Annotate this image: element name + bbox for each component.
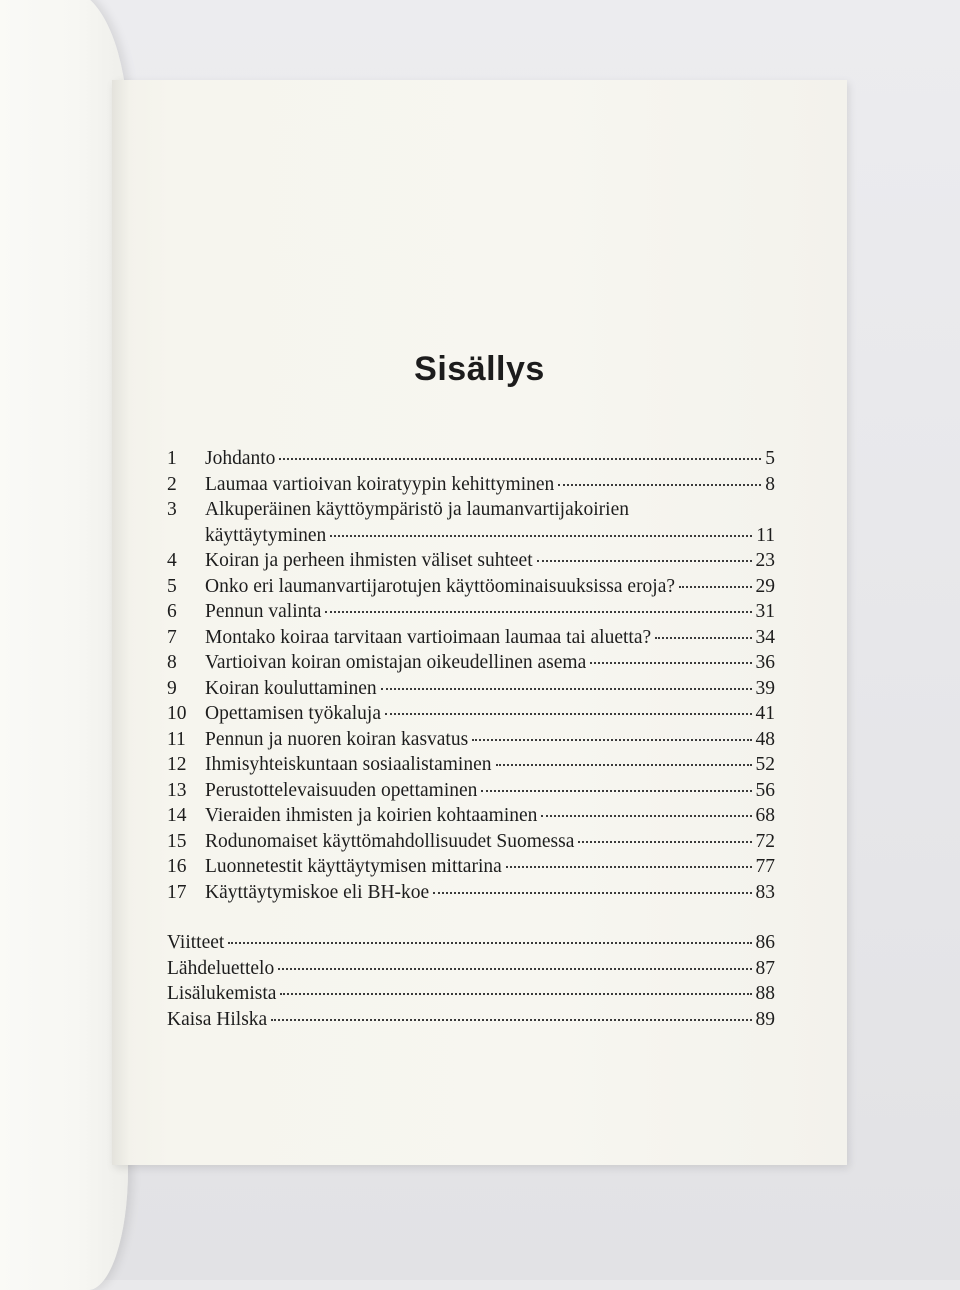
back-matter-title: Lähdeluettelo [167,957,275,979]
page-number: 5 [765,448,775,469]
section-gap [167,905,775,930]
chapter-number: 13 [167,779,187,801]
toc-row [167,625,775,651]
chapter-number: 4 [167,550,177,571]
chapter-number: 2 [167,473,177,495]
chapter-number: 11 [167,728,186,750]
toc-row [167,1007,775,1033]
page-number: 87 [755,957,775,979]
page-number: 23 [755,550,775,571]
toc-row [167,930,775,956]
toc-row [167,599,775,625]
chapter-title: Luonnetestit käyttäytymisen mittarina [205,856,502,877]
toc-row [167,956,775,982]
page-number: 34 [755,626,775,648]
back-matter-list [167,930,775,1032]
chapter-title: Käyttäytymiskoe eli BH-koe [205,881,430,903]
page-number: 77 [755,856,775,877]
page-number: 86 [755,932,775,953]
chapter-number: 17 [167,881,187,903]
chapter-list [167,446,775,905]
dot-leader [381,688,752,690]
toc-row [167,650,775,676]
dot-leader [271,1019,751,1021]
book-page [112,80,847,1165]
dot-leader [506,866,752,868]
chapter-number: 9 [167,677,177,699]
dot-leader [558,484,761,486]
page-number: 52 [755,754,775,775]
dot-leader [325,611,751,613]
chapter-number: 5 [167,575,177,597]
toc-row [167,574,775,600]
page-number: 88 [755,983,775,1004]
page-number: 36 [755,652,775,673]
chapter-number: 12 [167,754,187,775]
toc-row [167,676,775,702]
chapter-number: 8 [167,652,177,673]
chapter-title: Ihmisyhteiskuntaan sosiaalistaminen [205,754,492,775]
table-of-contents [167,446,775,1032]
chapter-number: 3 [167,499,177,520]
page-number: 48 [755,728,775,750]
back-matter-title: Viitteet [167,932,225,953]
page-number: 83 [755,881,775,903]
dot-leader [433,892,751,894]
chapter-title: Perustottelevaisuuden opettaminen [205,779,478,801]
dot-leader [541,815,751,817]
chapter-number: 7 [167,626,177,648]
dot-leader [280,993,751,995]
toc-row [167,854,775,880]
page-number: 8 [765,473,775,495]
toc-row [167,752,775,778]
page-number: 39 [755,677,775,699]
dot-leader [496,764,752,766]
chapter-number: 16 [167,856,187,877]
dot-leader [590,662,751,664]
page-number: 41 [755,703,775,724]
chapter-title: Koiran ja perheen ihmisten väliset suhteet [205,550,533,571]
chapter-title: Laumaa vartioivan koiratyypin kehittyminen [205,473,555,495]
book-cover-edge [0,0,128,1290]
back-matter-title: Lisälukemista [167,983,277,1004]
chapter-title: Alkuperäinen käyttöympäristö ja laumanvartijakoirien [205,499,629,520]
toc-row [167,803,775,829]
chapter-title: käyttäytyminen [205,524,327,546]
chapter-title: Montako koiraa tarvitaan vartioimaan laumaa tai aluetta? [205,626,652,648]
chapter-title: Pennun valinta [205,601,322,622]
dot-leader [578,841,751,843]
toc-row [167,701,775,727]
dot-leader [278,968,751,970]
page-number: 31 [755,601,775,622]
dot-leader [537,560,752,562]
page-number: 56 [755,779,775,801]
chapter-number: 10 [167,703,187,724]
page-number: 29 [755,575,775,597]
chapter-number: 6 [167,601,177,622]
page-number: 68 [755,805,775,826]
chapter-title: Vartioivan koiran omistajan oikeudellinen asema [205,652,587,673]
chapter-title: Rodunomaiset käyttömahdollisuudet Suomessa [205,830,575,852]
chapter-number: 15 [167,830,187,852]
page-number: 11 [756,524,775,546]
chapter-number: 1 [167,448,177,469]
chapter-title: Johdanto [205,448,276,469]
page-gutter-shadow [112,80,130,1165]
dot-leader [330,535,752,537]
toc-row [167,472,775,498]
page-number: 72 [755,830,775,852]
dot-leader [472,739,751,741]
dot-leader [279,458,761,460]
toc-row [167,880,775,906]
back-matter-title: Kaisa Hilska [167,1008,268,1030]
chapter-title: Onko eri laumanvartijarotujen käyttöominaisuuksissa eroja? [205,575,676,597]
chapter-title: Koiran kouluttaminen [205,677,377,699]
chapter-title: Opettamisen työkaluja [205,703,381,724]
dot-leader [679,586,751,588]
dot-leader [481,790,751,792]
toc-row [167,981,775,1007]
toc-row [167,727,775,753]
dot-leader [655,637,751,639]
chapter-number: 14 [167,805,187,826]
chapter-title: Pennun ja nuoren koiran kasvatus [205,728,469,750]
toc-row [167,446,775,472]
toc-row [167,523,775,549]
page-number: 89 [755,1008,775,1030]
dot-leader [385,713,752,715]
dot-leader [228,942,751,944]
chapter-title: Vieraiden ihmisten ja koirien kohtaaminen [205,805,538,826]
page-title: Sisällys [414,350,545,388]
toc-row [167,497,775,523]
toc-row [167,778,775,804]
toc-row [167,548,775,574]
toc-row [167,829,775,855]
